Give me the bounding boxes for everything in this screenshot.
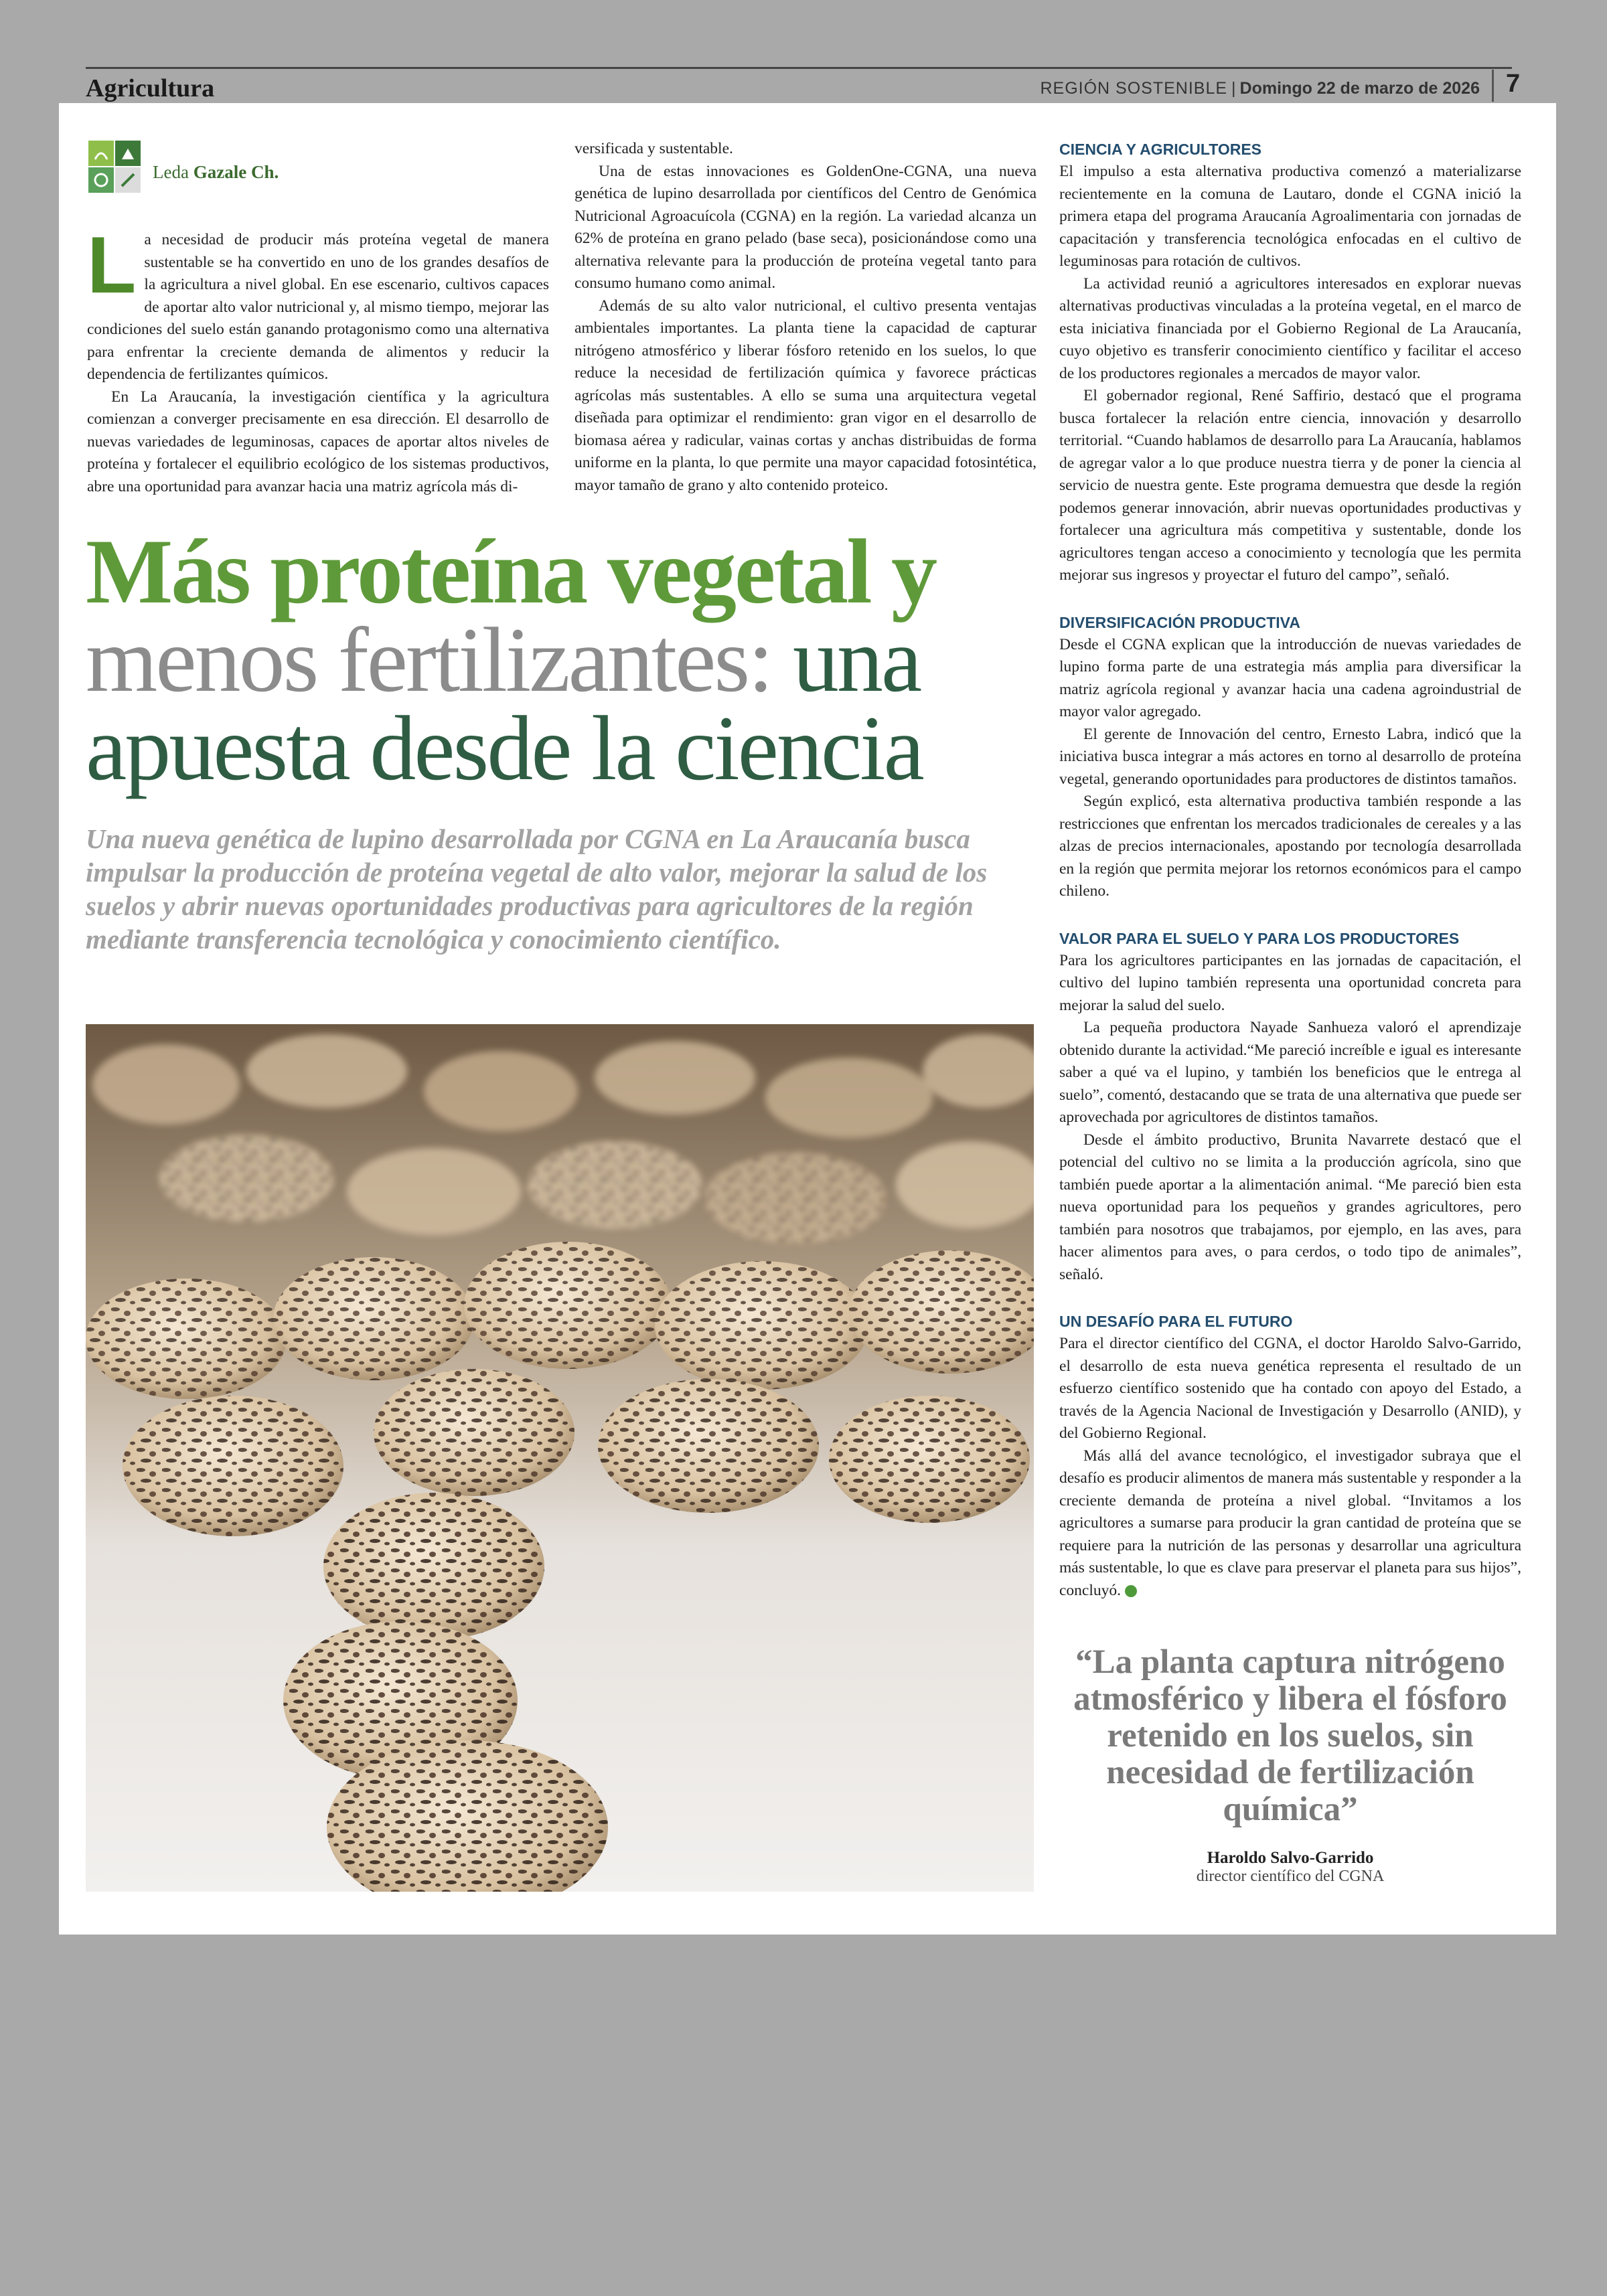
paragraph: Desde el CGNA explican que la introducción de nuevas variedades de lupino forma parte de una estrategia más amplia para diversificar la matriz agrícola regional y avanzar hacia una cadena agroindustrial de mayor valor agregado. — [1059, 635, 1521, 720]
article-column-3 — [1059, 139, 1521, 1602]
byline — [153, 162, 279, 183]
paragraph: La pequeña productora Nayade Sanhueza valoró el aprendizaje obtenido durante la actividad.“Me pareció increíble e igual es interesante saber a qué va el lupino, y también los beneficios que le entrega al suelo”, comentó, destacando que se trata de una alternativa que puede ser aprovechada por agricultores de distintos tamaños. — [1059, 1019, 1521, 1126]
closing-text: Más allá del avance tecnológico, el investigador subraya que el desafío es producir alimentos de manera más sustentable y responder a la creciente demanda de proteína a nivel global. “Invitamos a los agricultores a sumarse para producir la gran cantidad de proteína que se requiere para la nutrición de las personas y desarrollar una agricultura más sustentable, lo que es clave para preservar el planeta para sus hijos”, concluyó. — [1059, 1447, 1521, 1599]
author-first: Leda — [153, 162, 189, 182]
article-column-2 — [575, 138, 1037, 497]
paragraph: El gobernador regional, René Saffirio, destacó que el programa busca fortalecer la relación entre ciencia, innovación y desarrollo territorial. “Cuando hablamos de desarrollo para La Araucanía, hablamos de agregar valor a lo que produce nuestra tierra y de poner la ciencia al servicio de nuestra gente. Este programa demuestra que desde la región podemos generar innovación, abrir nuevas oportunidades productivas y fortalecer una agricultura más competitiva y sustentable, donde los agricultores tengan acceso a conocimiento y tecnología que les permita mejorar sus ingresos y proyectar el futuro del campo”, señaló. — [1059, 387, 1521, 584]
paragraph: Para el director científico del CGNA, el doctor Haroldo Salvo-Garrido, el desarrollo de esta nueva genética representa el resultado de un esfuerzo científico sostenido que ha contado con apoyo del Estado, a través de la Agencia Nacional de Investigación y Desarrollo (ANID), y del Gobierno Regional. — [1059, 1335, 1521, 1442]
subheadline: Una nueva genética de lupino desarrollada por CGNA en La Araucanía busca impulsar la producción de proteína vegetal de alto valor, mejorar la salud de los suelos y abrir nuevas oportunidades productivas para agricultores de la región mediante transferencia tecnológica y conocimiento científico. — [86, 823, 988, 955]
section-heading: UN DESAFÍO PARA EL FUTURO — [1059, 1313, 1293, 1330]
headline-line-2b: una — [792, 608, 921, 711]
paragraph: Además de su alto valor nutricional, el cultivo presenta ventajas ambientales importantes. La planta tiene la capacidad de capturar nitrógeno atmosférico y liberar fósforo retenido en los suelos, lo que reduce la necesidad de fertilización química y favorece prácticas agrícolas más sustentables. A ello se suma una arquitectura vegetal diseñada para optimizar el rendimiento: gran vigor en el desarrollo de biomasa aérea y radicular, vainas cortas y anchas distribuidas de forma uniforme en la planta, lo que permite una mayor capacidad fotosintética, mayor tamaño de grano y alto contenido proteico. — [575, 297, 1037, 494]
headline-line-2a: menos fertilizantes: — [86, 608, 772, 711]
header-rule — [86, 67, 1512, 69]
headline — [86, 520, 1037, 799]
paragraph: En La Araucanía, la investigación científica y la agricultura comienzan a converger precisamente en esa dirección. El desarrollo de nuevas variedades de leguminosas, capaces de aportar altos niveles de proteína y fortalecer el equilibrio ecológico de los sistemas productivos, abre una oportunidad para avanzar hacia una matriz agrícola más di- — [87, 388, 549, 495]
header-separator: | — [1231, 79, 1236, 98]
headline-line-3: apuesta desde la ciencia — [86, 697, 923, 799]
drop-cap: L — [87, 220, 137, 310]
headline-line-1: Más proteína vegetal y — [86, 520, 936, 623]
section-heading: CIENCIA Y AGRICULTORES — [1059, 141, 1262, 158]
lupin-seeds-photo — [86, 1024, 1034, 1892]
pull-quote: “La planta captura nitrógeno atmosférico y libera el fósforo retenido en los suelos, sin necesidad de fertilización química” — [1073, 1643, 1507, 1828]
quote-author: Haroldo Salvo-Garrido — [1207, 1849, 1374, 1867]
page-number: 7 — [1492, 70, 1520, 102]
section-heading: DIVERSIFICACIÓN PRODUCTIVA — [1059, 613, 1300, 631]
agro-logo-icon — [87, 139, 142, 194]
paragraph: El gerente de Innovación del centro, Ernesto Labra, indicó que la iniciativa busca integrar a más actores en torno al desarrollo de proteína vegetal, generando oportunidades para productores de distintos tamaños. — [1059, 725, 1521, 788]
quote-author-role: director científico del CGNA — [1196, 1868, 1385, 1885]
paragraph: Según explicó, esta alternativa productiva también responde a las restricciones que enfrentan los mercados tradicionales de cereales y a las alzas de precios internacionales, apostando por tecnología desarrollada en la región que permita mejorar los retornos económicos para el campo chileno. — [1059, 793, 1521, 900]
header-info — [1040, 79, 1480, 98]
section-label: Agricultura — [86, 74, 215, 102]
publication-name: REGIÓN SOSTENIBLE — [1040, 79, 1228, 98]
paragraph: Para los agricultores participantes en las jornadas de capacitación, el cultivo del lupino también representa una oportunidad concreta para mejorar la salud del suelo. — [1059, 951, 1521, 1014]
end-bullet-icon — [1125, 1585, 1137, 1597]
paragraph — [1059, 1445, 1521, 1603]
paragraph: Una de estas innovaciones es GoldenOne-CGNA, una nueva genética de lupino desarrollada por científicos del Centro de Genómica Nutricional Agroacuícola (CGNA) en la región. La variedad alcanza un 62% de proteína en grano pelado (base seca), posicionándose como una alternativa relevante para la producción de proteína vegetal tanto para consumo humano como animal. — [575, 162, 1037, 292]
paragraph: El impulso a esta alternativa productiva comenzó a materializarse recientemente en la comuna de Lautaro, donde el CGNA inició la primera etapa del programa Araucanía Agroalimentaria con jornadas de capacitación y transferencia tecnológica enfocadas en el cultivo de leguminosas para rotación de cultivos. — [1059, 163, 1521, 270]
author-last: Gazale Ch. — [193, 162, 279, 182]
paragraph: Desde el ámbito productivo, Brunita Navarrete destacó que el potencial del cultivo no se limita a la producción agrícola, sino que también puede aportar a la alimentación animal. “Me pareció bien esta nueva oportunidad para los pequeños y grandes agricultores, pero también para nosotros que trabajamos, por ejemplo, en las aves, para hacer alimentos para aves, o para cerdos, o todo tipo de animales”, señaló. — [1059, 1131, 1521, 1283]
paragraph: La actividad reunió a agricultores interesados en explorar nuevas alternativas productivas vinculadas a la proteína vegetal, en el marco de esta iniciativa financiada por el Gobierno Regional de La Araucanía, cuyo objetivo es transferir conocimiento científico y facilitar el acceso de los productores regionales a mercados de mayor valor. — [1059, 274, 1521, 382]
paragraph: a necesidad de producir más proteína vegetal de manera sustentable se ha convertido en uno de los grandes desafíos de la agricultura a nivel global. En ese escenario, cultivos capaces de aportar alto valor nutricional y, al mismo tiempo, mejorar las condiciones del suelo están ganando protagonismo como una alternativa para enfrentar la creciente demanda de alimentos y reducir la dependencia de fertilizantes químicos. — [87, 231, 549, 383]
article-column-1 — [87, 220, 549, 498]
paragraph: versificada y sustentable. — [575, 140, 733, 157]
issue-date: Domingo 22 de marzo de 2026 — [1239, 79, 1480, 98]
section-heading: VALOR PARA EL SUELO Y PARA LOS PRODUCTORES — [1059, 929, 1460, 947]
